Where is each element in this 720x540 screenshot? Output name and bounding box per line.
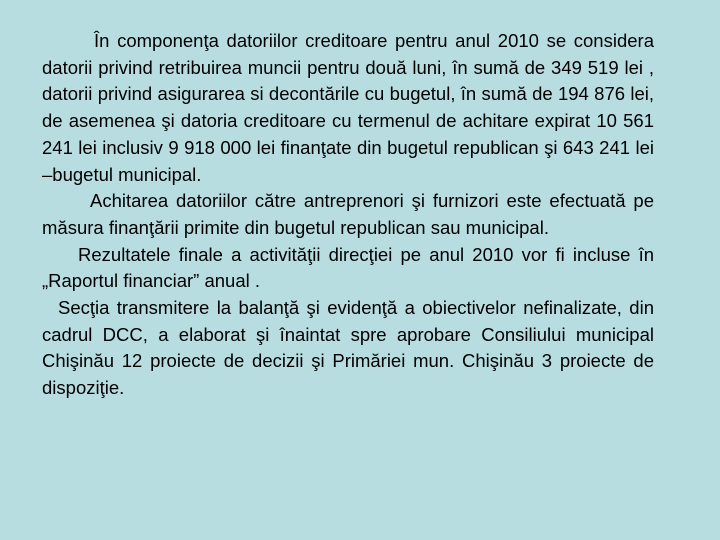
slide-text-body: [42, 28, 654, 402]
paragraph-rezultatele-finale: Rezultatele finale a activităţii direcţiei pe anul 2010 vor fi incluse în „Raportul financiar” anual .: [42, 243, 654, 292]
paragraph-achitarea-datoriilor: Achitarea datoriilor către antreprenori şi furnizori este efectuată pe măsura finanţării primite din bugetul republican sau municipal.: [42, 190, 654, 238]
paragraph-sectia-transmitere: Secţia transmitere la balanţă şi evidenţă a obiectivelor nefinalizate, din cadrul DCC, a elaborat şi înaintat spre aprobare Consiliului municipal Chişinău 12 proiecte de decizii şi Primăriei mun. Chişinău 3 proiecte de dispoziţie.: [42, 297, 654, 399]
paragraph-datorii-creditoare: În componenţa datoriilor creditoare pentru anul 2010 se considera datorii privind retribuirea muncii pentru două luni, în sumă de 349 519 lei , datorii privind asigurarea si decontările cu bugetul, în sumă de 194 876 lei, de asemenea şi datoria creditoare cu termenul de achitare expirat 10 561 241 lei inclusiv 9 918 000 lei finanţate din bugetul republican şi 643 241 lei –bugetul municipal.: [42, 30, 654, 185]
